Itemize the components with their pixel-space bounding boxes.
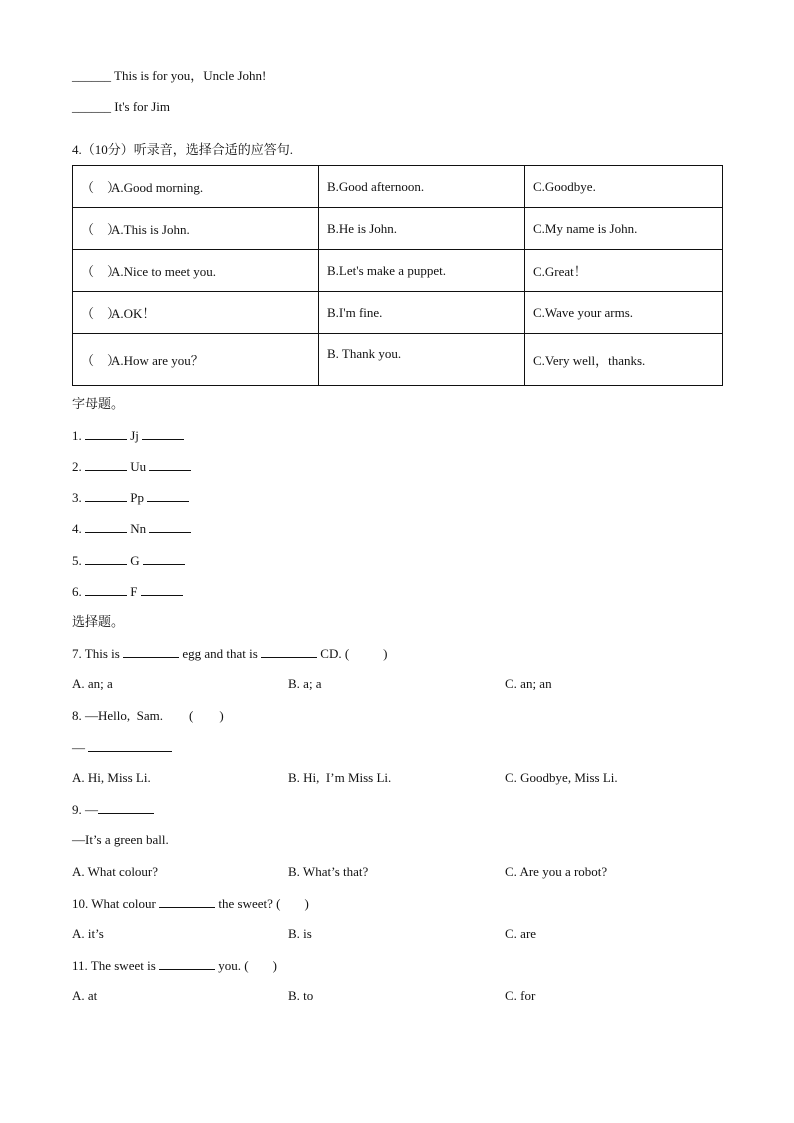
close-paren: ) xyxy=(272,958,277,973)
answer-blank[interactable] xyxy=(141,583,183,596)
close-paren: ) xyxy=(383,646,388,661)
item-number: 6. xyxy=(72,584,82,599)
option-b-cell: B.I'm fine. xyxy=(319,292,525,334)
option-c-cell: C.Wave your arms. xyxy=(525,292,723,334)
answer-paren[interactable]: （ ） xyxy=(81,180,121,195)
question-text: egg and that is xyxy=(182,646,258,661)
answer-blank[interactable] xyxy=(149,520,191,533)
answer-blank[interactable]: ______ xyxy=(72,68,111,83)
answer-paren[interactable]: （ ） xyxy=(81,353,121,368)
item-number: 2. xyxy=(72,459,82,474)
letter-item-2 xyxy=(72,458,191,475)
option-c[interactable]: C. Goodbye, Miss Li. xyxy=(505,770,618,785)
answer-blank[interactable] xyxy=(85,427,127,440)
top-item-1 xyxy=(72,68,266,84)
question-text: 7. This is xyxy=(72,646,120,661)
option-b-cell: B.He is John. xyxy=(319,208,525,250)
answer-blank[interactable] xyxy=(123,645,179,658)
letter-item-3 xyxy=(72,489,189,506)
option-b[interactable]: B. a; a xyxy=(288,676,322,691)
question-text: 11. The sweet is xyxy=(72,958,156,973)
answer-blank[interactable] xyxy=(149,458,191,471)
answer-blank[interactable] xyxy=(85,458,127,471)
option-c-cell: C.Very well，thanks. xyxy=(525,334,723,386)
option-c[interactable]: C. for xyxy=(505,988,536,1003)
option-b-cell: B.Let's make a puppet. xyxy=(319,250,525,292)
choice-heading: 选择题。 xyxy=(72,614,125,629)
option-c-cell: C.My name is John. xyxy=(525,208,723,250)
option-a: A.Good morning. xyxy=(111,180,204,195)
question-text: CD. ( xyxy=(320,646,350,661)
answer-paren[interactable]: （ ） xyxy=(81,222,121,237)
question-text: 8. —Hello, Sam. xyxy=(72,708,163,723)
option-b[interactable]: B. is xyxy=(288,926,312,941)
option-b-cell: B. Thank you. xyxy=(319,334,525,386)
letter-item-1 xyxy=(72,427,184,444)
question-9 xyxy=(72,801,154,818)
item-number: 1. xyxy=(72,428,82,443)
answer-blank[interactable] xyxy=(85,552,127,565)
option-a[interactable]: A. an; a xyxy=(72,676,113,691)
question-11 xyxy=(72,957,277,974)
option-a-cell xyxy=(73,250,319,292)
option-a-cell xyxy=(73,166,319,208)
option-a: A.This is John. xyxy=(111,222,190,237)
question-9-answer: —It’s a green ball. xyxy=(72,832,169,847)
option-a: A.How are you？ xyxy=(111,353,204,368)
table-row xyxy=(73,250,723,292)
option-b[interactable]: B. What’s that? xyxy=(288,864,369,879)
option-a[interactable]: A. it’s xyxy=(72,926,104,941)
question-text: you. ( xyxy=(218,958,249,973)
letter-text: F xyxy=(130,584,138,599)
letter-text: Uu xyxy=(130,459,147,474)
letter-item-6 xyxy=(72,583,183,600)
section-4-title: 4.（10分）听录音，选择合适的应答句. xyxy=(72,142,294,157)
answer-paren[interactable]: （ ） xyxy=(81,306,121,321)
response-table xyxy=(72,165,723,386)
option-a: A.OK！ xyxy=(111,306,156,321)
option-a[interactable]: A. Hi, Miss Li. xyxy=(72,770,151,785)
letter-item-5 xyxy=(72,552,185,569)
answer-blank[interactable] xyxy=(85,583,127,596)
table-row xyxy=(73,166,723,208)
close-paren: ) xyxy=(304,896,309,911)
option-a-cell xyxy=(73,292,319,334)
option-a-cell xyxy=(73,208,319,250)
letter-text: Nn xyxy=(130,521,147,536)
option-c[interactable]: C. Are you a robot? xyxy=(505,864,608,879)
table-row xyxy=(73,292,723,334)
option-a: A.Nice to meet you. xyxy=(111,264,217,279)
option-b[interactable]: B. to xyxy=(288,988,314,1003)
answer-blank[interactable] xyxy=(142,427,184,440)
question-10 xyxy=(72,895,309,912)
answer-blank[interactable]: ______ xyxy=(72,99,111,114)
letter-item-4 xyxy=(72,520,191,537)
answer-blank[interactable] xyxy=(261,645,317,658)
answer-blank[interactable] xyxy=(159,957,215,970)
item-number: 3. xyxy=(72,490,82,505)
option-b-cell: B.Good afternoon. xyxy=(319,166,525,208)
letter-text: G xyxy=(130,553,140,568)
letter-text: Pp xyxy=(130,490,144,505)
question-text: 9. — xyxy=(72,802,98,817)
item-text: This is for you，Uncle John! xyxy=(111,68,267,83)
answer-paren[interactable]: （ ） xyxy=(81,264,121,279)
option-b[interactable]: B. Hi, I’m Miss Li. xyxy=(288,770,392,785)
answer-blank[interactable] xyxy=(85,520,127,533)
option-a[interactable]: A. at xyxy=(72,988,98,1003)
answer-blank[interactable] xyxy=(88,739,172,752)
dash: — xyxy=(72,740,85,755)
answer-blank[interactable] xyxy=(98,801,154,814)
item-number: 5. xyxy=(72,553,82,568)
table-row xyxy=(73,334,723,386)
item-number: 4. xyxy=(72,521,82,536)
question-7 xyxy=(72,645,388,662)
option-c-cell: C.Great！ xyxy=(525,250,723,292)
letters-heading: 字母题。 xyxy=(72,396,125,411)
item-text: It's for Jim xyxy=(111,99,171,114)
option-c[interactable]: C. an; an xyxy=(505,676,552,691)
option-c[interactable]: C. are xyxy=(505,926,537,941)
answer-paren[interactable]: ( ) xyxy=(189,708,224,723)
answer-blank[interactable] xyxy=(147,489,189,502)
letter-text: Jj xyxy=(130,428,139,443)
option-c-cell: C.Goodbye. xyxy=(525,166,723,208)
table-row xyxy=(73,208,723,250)
answer-blank[interactable] xyxy=(159,895,215,908)
question-8 xyxy=(72,708,224,724)
option-a[interactable]: A. What colour? xyxy=(72,864,159,879)
option-a-cell xyxy=(73,334,319,386)
answer-blank[interactable] xyxy=(85,489,127,502)
question-8-reply xyxy=(72,739,172,756)
top-item-2 xyxy=(72,99,170,115)
question-text: 10. What colour xyxy=(72,896,156,911)
answer-blank[interactable] xyxy=(143,552,185,565)
question-text: the sweet? ( xyxy=(218,896,281,911)
